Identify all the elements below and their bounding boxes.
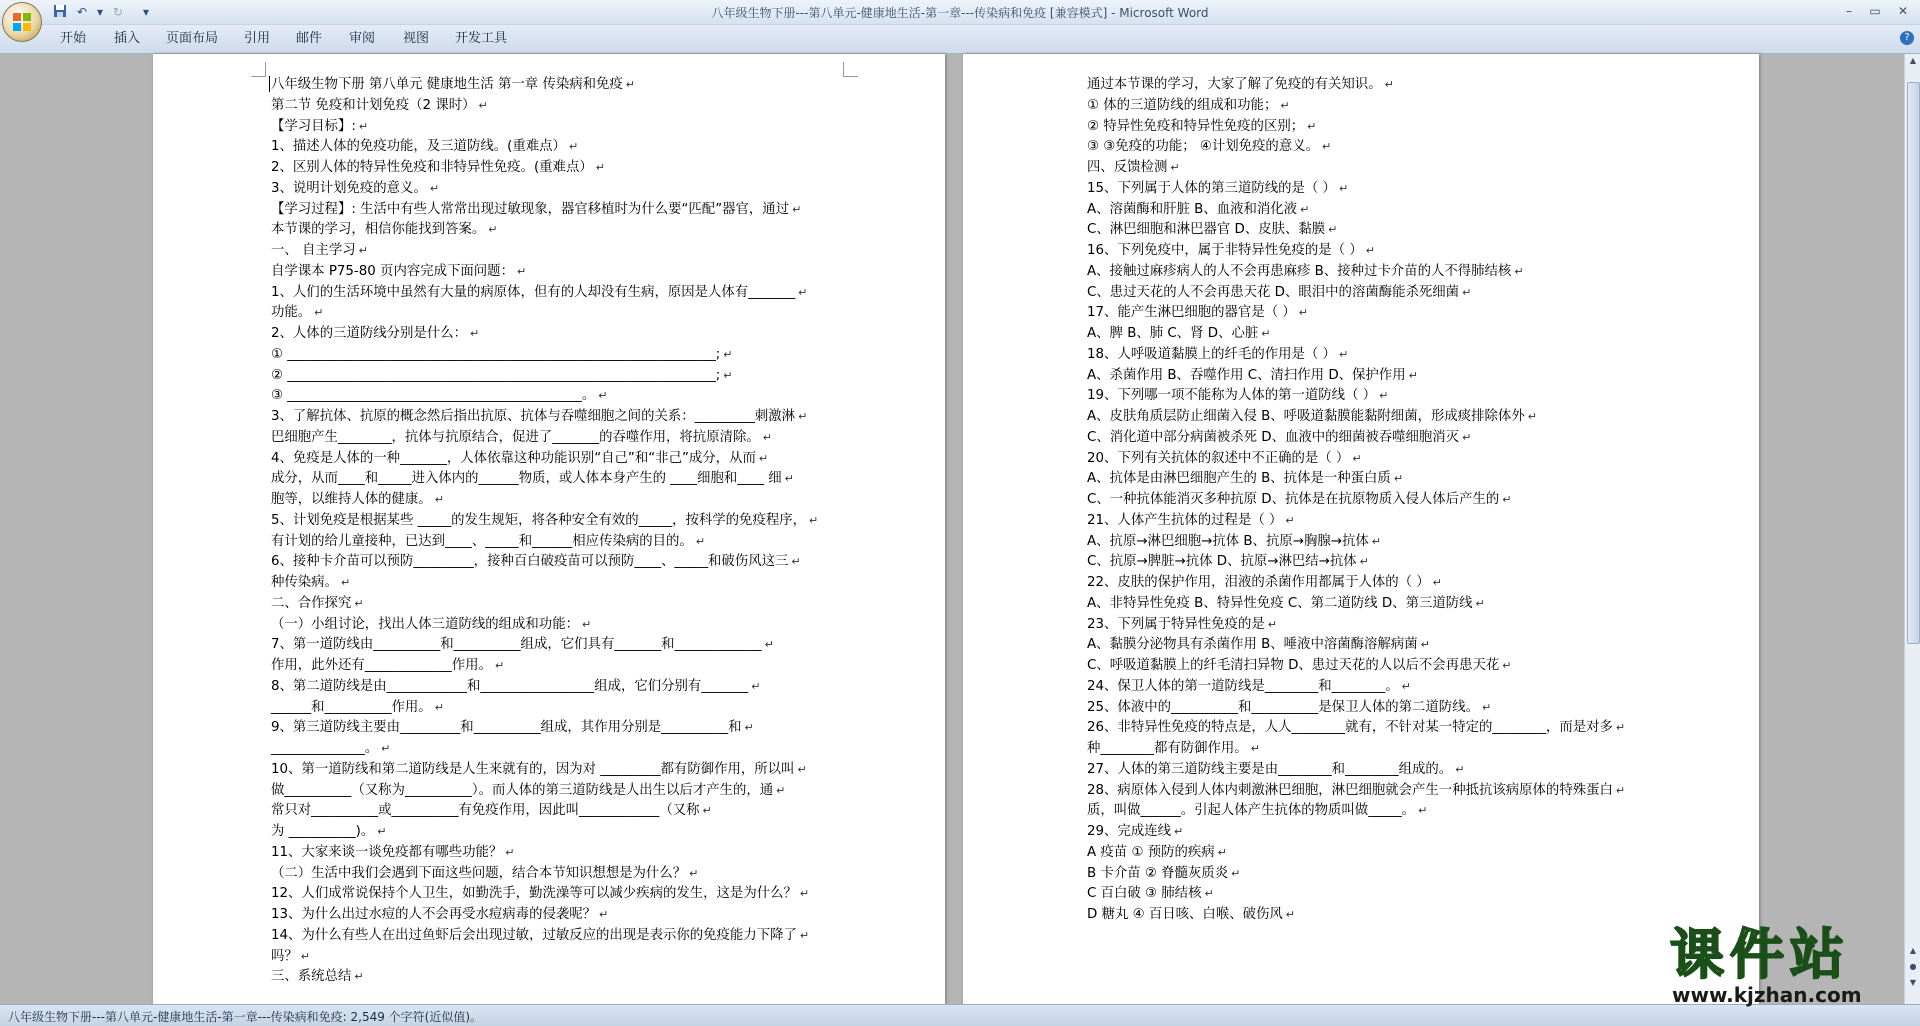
paragraph-text: B 卡介苗 ② 脊髓灰质炎	[1087, 865, 1229, 881]
document-paragraph	[1087, 97, 1290, 115]
document-paragraph	[1087, 719, 1625, 737]
paragraph-text: A 疫苗 ① 预防的疾病	[1087, 844, 1215, 860]
document-paragraph	[271, 159, 605, 177]
paragraph-mark-icon: ↵	[1204, 887, 1214, 901]
paragraph-mark-icon: ↵	[744, 721, 754, 735]
status-text: 八年级生物下册---第八单元-健康地生活-第一章---传染病和免疫: 2,549 个字符(近似值)。	[8, 1010, 483, 1024]
paragraph-mark-icon: ↵	[595, 161, 605, 174]
paragraph-text: 10、第一道防线和第二道防线是人生来就有的，因为对 _________都有防御作用，所以叫	[271, 761, 795, 777]
paragraph-mark-icon: ↵	[762, 430, 772, 444]
document-paragraph	[1087, 408, 1537, 426]
paragraph-text: 24、保卫人体的第一道防线是________和________。	[1087, 678, 1399, 694]
paragraph-mark-icon: ↵	[581, 617, 592, 631]
paragraph-mark-icon: ↵	[751, 679, 761, 693]
document-paragraph	[1087, 802, 1427, 820]
paragraph-text: D 糖丸 ④ 百日咳、白喉、破伤风	[1087, 907, 1283, 922]
paragraph-text: 26、非特异性免疫的特点是，人人________就有，不针对某一特定的________，而是对多	[1087, 720, 1613, 736]
maximize-button[interactable]: ▭	[1869, 4, 1881, 18]
paragraph-text: 成分，从而____和_____进入体内的______物质，或人体本身产生的 ____细胞和____ 细	[271, 471, 782, 487]
document-paragraph	[1087, 574, 1442, 592]
paragraph-text: 通过本节课的学习，大家了解了免疫的有关知识。	[1087, 77, 1382, 92]
save-icon[interactable]	[52, 4, 68, 20]
paragraph-text: A、非特异性免疫 B、特异性免疫 C、第二道防线 D、第三道防线	[1087, 595, 1473, 611]
tab-view[interactable]: 视图	[403, 31, 430, 46]
document-paragraph	[271, 823, 386, 841]
paragraph-mark-icon: ↵	[354, 970, 364, 984]
paragraph-text: 29、完成连线	[1087, 824, 1171, 839]
status-bar	[0, 1004, 1920, 1026]
paragraph-text: （一）小组讨论，找出人体三道防线的组成和功能：	[271, 616, 579, 632]
paragraph-mark-icon: ↵	[1384, 78, 1394, 91]
document-paragraph	[271, 512, 818, 530]
paragraph-text: 【学习目标】:	[271, 118, 356, 134]
paragraph-text: ② ________________________________________________________________;	[271, 367, 721, 383]
document-paragraph	[1087, 595, 1485, 613]
title-bar	[0, 0, 1920, 25]
paragraph-mark-icon: ↵	[358, 119, 369, 133]
paragraph-text: 22、皮肤的保护作用，泪液的杀菌作用都属于人体的（ ）	[1087, 575, 1430, 590]
paragraph-text: 5、计划免疫是根据某些 _____的发生规矩，将各种安全有效的_____，按科学的免疫程序，	[271, 512, 807, 528]
document-paragraph	[1087, 201, 1309, 219]
document-paragraph	[1087, 865, 1240, 883]
paragraph-mark-icon: ↵	[429, 181, 440, 195]
document-paragraph	[271, 719, 754, 737]
document-paragraph	[271, 968, 364, 986]
paragraph-text: ③ ③免疫的功能； ④计划免疫的意义。	[1087, 139, 1319, 155]
paragraph-mark-icon: ↵	[799, 928, 810, 942]
paragraph-text: 功能。	[271, 305, 312, 321]
ribbon-tab-bar	[0, 25, 1920, 54]
document-paragraph	[271, 657, 504, 675]
paragraph-text: 14、为什么有些人在出过鱼虾后会出现过敏，过敏反应的出现是表示你的免疫能力下降了	[271, 927, 797, 943]
document-paragraph	[1087, 761, 1464, 779]
paragraph-mark-icon: ↵	[1401, 679, 1411, 693]
paragraph-mark-icon: ↵	[314, 306, 324, 320]
paragraph-mark-icon: ↵	[702, 804, 712, 818]
paragraph-mark-icon: ↵	[1455, 762, 1465, 776]
paragraph-mark-icon: ↵	[1328, 223, 1338, 237]
document-paragraph	[271, 325, 479, 343]
paragraph-text: 有计划的给儿童接种，已达到____、_____和______相应传染病的目的。	[271, 533, 693, 549]
paragraph-mark-icon: ↵	[784, 472, 794, 486]
document-paragraph	[271, 304, 323, 322]
paragraph-text: 吗？	[271, 948, 298, 964]
paragraph-text: （二）生活中我们会遇到下面这些问题，结合本节知识想想是为什么？	[271, 865, 687, 881]
paragraph-mark-icon: ↵	[1338, 181, 1349, 195]
paragraph-mark-icon: ↵	[1365, 244, 1375, 257]
document-paragraph	[271, 263, 526, 281]
watermark-logo-text: 课件站	[1670, 923, 1850, 986]
paragraph-text: A、黏膜分泌物具有杀菌作用 B、唾液中溶菌酶溶解病菌	[1087, 637, 1418, 653]
paragraph-text: 第二节 免疫和计划免疫（2 课时）	[271, 97, 476, 113]
document-paragraph	[1087, 387, 1388, 405]
paragraph-mark-icon: ↵	[516, 264, 527, 278]
document-paragraph	[1087, 512, 1295, 530]
paragraph-text: 3、了解抗体、抗原的概念然后指出抗原、抗体与吞噬细胞之间的关系：_________刺激淋	[271, 409, 796, 424]
paragraph-text: 13、为什么出过水痘的人不会再受水痘病毒的侵袭呢？	[271, 907, 597, 922]
paragraph-text: 常只对__________或__________有免疫作用，因此叫____________（又称	[271, 803, 700, 819]
tab-review[interactable]: 审阅	[349, 31, 376, 46]
paragraph-mark-icon: ↵	[1420, 638, 1430, 652]
document-paragraph	[271, 948, 310, 966]
document-paragraph	[1087, 885, 1214, 903]
scroll-up-icon[interactable]: ▲	[1909, 56, 1917, 65]
document-paragraph	[271, 533, 705, 551]
paragraph-mark-icon: ↵	[568, 140, 579, 154]
paragraph-text: 2、区别人体的特异性免疫和非特异性免疫。(重难点）	[271, 160, 593, 175]
paragraph-text: ② 特异性免疫和特异性免疫的区别；	[1087, 118, 1305, 134]
window-title: 八年级生物下册---第八单元-健康地生活-第一章---传染病和免疫 [兼容模式] - Microsoft Word	[711, 6, 1209, 20]
paragraph-mark-icon: ↵	[695, 534, 706, 548]
document-paragraph	[271, 429, 772, 447]
text-cursor	[269, 76, 270, 92]
document-paragraph	[271, 782, 785, 800]
paragraph-mark-icon: ↵	[792, 202, 802, 216]
paragraph-text: 二、合作探究	[271, 595, 352, 611]
document-paragraph	[271, 221, 497, 239]
document-paragraph	[1087, 429, 1471, 447]
paragraph-mark-icon: ↵	[1432, 576, 1442, 589]
document-paragraph	[1087, 325, 1271, 343]
document-paragraph	[271, 927, 809, 945]
paragraph-mark-icon: ↵	[797, 762, 807, 776]
paragraph-mark-icon: ↵	[723, 368, 733, 382]
paragraph-mark-icon: ↵	[1514, 264, 1524, 278]
paragraph-mark-icon: ↵	[1231, 866, 1241, 880]
paragraph-text: 一、 自主学习	[271, 243, 356, 258]
redo-icon[interactable]: ↻	[112, 5, 124, 19]
paragraph-text: 19、下列哪一项不能称为人体的第一道防线（ ）	[1087, 388, 1377, 404]
document-paragraph	[271, 387, 607, 405]
paragraph-text: 1、人们的生活环境中虽然有大量的病原体，但有的人却没有生病，原因是人体有_______	[271, 284, 796, 300]
document-paragraph	[1087, 657, 1511, 675]
document-paragraph	[271, 491, 444, 509]
document-paragraph	[1087, 118, 1316, 136]
tab-insert[interactable]: 插入	[114, 31, 141, 46]
paragraph-mark-icon: ↵	[1352, 451, 1362, 465]
document-paragraph	[1087, 138, 1331, 156]
paragraph-mark-icon: ↵	[505, 845, 515, 859]
document-paragraph	[271, 138, 578, 156]
paragraph-mark-icon: ↵	[470, 327, 480, 340]
paragraph-mark-icon: ↵	[1322, 140, 1332, 154]
paragraph-text: ______和__________作用。	[271, 699, 432, 715]
paragraph-mark-icon: ↵	[798, 410, 808, 423]
paragraph-mark-icon: ↵	[1250, 742, 1260, 755]
paragraph-mark-icon: ↵	[1408, 368, 1418, 382]
document-paragraph	[271, 180, 439, 198]
paragraph-mark-icon: ↵	[1170, 161, 1180, 174]
document-paragraph	[271, 242, 368, 260]
paragraph-mark-icon: ↵	[1502, 493, 1512, 506]
paragraph-text: 为 __________)。	[271, 824, 375, 839]
paragraph-mark-icon: ↵	[1481, 700, 1492, 714]
document-paragraph	[271, 740, 390, 758]
document-paragraph	[271, 906, 608, 924]
document-page-2[interactable]	[963, 54, 1759, 1004]
paragraph-mark-icon: ↵	[1475, 596, 1485, 610]
paragraph-mark-icon: ↵	[358, 244, 368, 257]
watermark-url: www.kjzhan.com	[1672, 983, 1862, 1007]
minimize-button[interactable]: –	[1846, 4, 1852, 18]
paragraph-text: C、呼吸道黏膜上的纤毛清扫异物 D、患过天花的人以后不会再患天花	[1087, 658, 1500, 673]
paragraph-mark-icon: ↵	[1371, 534, 1381, 548]
paragraph-mark-icon: ↵	[764, 638, 774, 652]
vertical-scrollbar[interactable]	[1904, 54, 1920, 1004]
document-paragraph	[1087, 699, 1491, 717]
paragraph-mark-icon: ↵	[1285, 513, 1295, 527]
paragraph-mark-icon: ↵	[1280, 98, 1290, 112]
paragraph-text: 21、人体产生抗体的过程是（ ）	[1087, 512, 1283, 528]
tab-references[interactable]: 引用	[244, 31, 271, 46]
paragraph-mark-icon: ↵	[434, 700, 444, 714]
document-paragraph	[1087, 678, 1411, 696]
paragraph-text: 本节课的学习，相信你能找到答案。	[271, 222, 486, 238]
document-paragraph	[271, 118, 368, 136]
paragraph-text: C、一种抗体能消灭多种抗原 D、抗体是在抗原物质入侵人体后产生的	[1087, 492, 1500, 507]
document-paragraph	[271, 470, 794, 488]
paragraph-mark-icon: ↵	[1615, 783, 1626, 797]
paragraph-text: 9、第三道防线主要由_________和__________组成，其作用分别是__________和	[271, 720, 742, 736]
document-paragraph	[1087, 844, 1227, 862]
document-paragraph	[271, 761, 807, 779]
document-paragraph	[271, 367, 733, 385]
paragraph-mark-icon: ↵	[1261, 327, 1271, 340]
paragraph-mark-icon: ↵	[354, 596, 364, 610]
paragraph-text: 自学课本 P75-80 页内容完成下面问题：	[271, 263, 514, 279]
help-icon[interactable]: ?	[1900, 31, 1914, 45]
document-paragraph	[1087, 242, 1375, 260]
paragraph-text: 3、说明计划免疫的意义。	[271, 180, 427, 196]
tab-developer[interactable]: 开发工具	[455, 31, 508, 46]
document-paragraph	[1087, 346, 1348, 364]
paragraph-text: C 百白破 ③ 肺结核	[1087, 886, 1202, 902]
document-paragraph	[271, 97, 488, 115]
margin-corner-mark	[251, 62, 266, 77]
tab-home[interactable]: 开始	[60, 31, 87, 46]
paragraph-text: 质，叫做______。引起人体产生抗体的物质叫做_____。	[1087, 803, 1416, 819]
document-paragraph	[271, 76, 635, 94]
paragraph-text: 8、第二道防线是由____________和_________________组成，它们分别有_______	[271, 678, 749, 694]
document-paragraph	[1087, 616, 1277, 634]
paragraph-text: 做__________（又称为__________）。而人体的第三道防线是人出生以后才产生的，通	[271, 782, 774, 798]
scroll-thumb[interactable]	[1907, 82, 1920, 644]
paragraph-text: A、溶菌酶和肝脏 B、血液和消化液	[1087, 201, 1298, 217]
document-paragraph	[1087, 367, 1418, 385]
paragraph-text: 巴细胞产生________，抗体与抗原结合，促进了_______的吞噬作用，将抗原清除。	[271, 429, 760, 445]
paragraph-text: 胞等，以维持人体的健康。	[271, 492, 432, 507]
paragraph-text: C、抗原→脾脏→抗体 D、抗原→淋巴结→抗体	[1087, 554, 1357, 570]
paragraph-mark-icon: ↵	[1338, 347, 1349, 361]
paragraph-mark-icon: ↵	[1307, 119, 1317, 133]
paragraph-mark-icon: ↵	[1502, 659, 1512, 672]
document-paragraph	[271, 553, 801, 571]
paragraph-text: 20、下列有关抗体的叙述中不正确的是（ ）	[1087, 450, 1350, 466]
paragraph-text: A、抗原→淋巴细胞→抗体 B、抗原→胸腺→抗体	[1087, 533, 1369, 549]
browse-object-icon[interactable]: ●	[1909, 962, 1917, 971]
paragraph-mark-icon: ↵	[478, 98, 488, 112]
paragraph-mark-icon: ↵	[689, 866, 699, 880]
document-paragraph	[1087, 221, 1337, 239]
paragraph-text: 27、人体的第三道防线主要是由________和________组成的。	[1087, 761, 1453, 777]
document-paragraph	[271, 616, 591, 634]
office-button[interactable]	[2, 2, 42, 42]
paragraph-mark-icon: ↵	[494, 659, 505, 672]
document-paragraph	[1087, 491, 1511, 509]
paragraph-mark-icon: ↵	[598, 389, 608, 403]
document-paragraph	[1087, 76, 1394, 94]
paragraph-mark-icon: ↵	[1615, 721, 1626, 735]
document-paragraph	[271, 699, 444, 717]
document-paragraph	[271, 802, 712, 820]
paragraph-mark-icon: ↵	[798, 285, 808, 299]
paragraph-text: A、脾 B、肺 C、肾 D、心脏	[1087, 326, 1259, 341]
document-paragraph	[1087, 636, 1430, 654]
document-paragraph	[271, 885, 809, 903]
watermark	[1670, 925, 1902, 1005]
paragraph-text: 11、大家来谈一谈免疫都有哪些功能？	[271, 844, 503, 860]
document-paragraph	[271, 408, 807, 426]
paragraph-text: 25、体液中的__________和__________是保卫人体的第二道防线。	[1087, 699, 1479, 715]
paragraph-mark-icon: ↵	[1462, 430, 1472, 444]
paragraph-mark-icon: ↵	[434, 493, 444, 506]
tab-page-layout[interactable]: 页面布局	[166, 31, 219, 46]
paragraph-text: 23、下列属于特异性免疫的是	[1087, 616, 1265, 632]
paragraph-mark-icon: ↵	[1285, 908, 1295, 921]
paragraph-mark-icon: ↵	[791, 555, 801, 569]
paragraph-text: 四、反馈检测	[1087, 160, 1168, 175]
paragraph-mark-icon: ↵	[799, 887, 810, 901]
paragraph-text: A、接触过麻疹病人的人不会再患麻疹 B、接种过卡介苗的人不得肺结核	[1087, 263, 1512, 279]
paragraph-mark-icon: ↵	[625, 78, 636, 91]
undo-icon[interactable]: ↶	[76, 5, 88, 19]
paragraph-mark-icon: ↵	[377, 825, 387, 838]
document-paragraph	[1087, 823, 1183, 841]
paragraph-mark-icon: ↵	[1298, 306, 1308, 320]
document-paragraph	[271, 574, 350, 592]
paragraph-text: ① 体的三道防线的组成和功能；	[1087, 97, 1278, 113]
paragraph-text: 7、第一道防线由__________和__________组成，它们具有_______和_____________	[271, 637, 762, 653]
paragraph-mark-icon: ↵	[1267, 617, 1277, 631]
document-paragraph	[1087, 533, 1381, 551]
document-paragraph	[271, 284, 807, 302]
paragraph-mark-icon: ↵	[1527, 410, 1537, 423]
tab-mailings[interactable]: 邮件	[296, 31, 323, 46]
paragraph-mark-icon: ↵	[1379, 389, 1389, 403]
document-paragraph	[1087, 782, 1625, 800]
paragraph-text: 种________都有防御作用。	[1087, 741, 1248, 756]
paragraph-text: 12、人们成常说保持个人卫生，如勤洗手，勤洗澡等可以减少疾病的发生，这是为什么？	[271, 886, 797, 902]
paragraph-text: 18、人呼吸道黏膜上的纤毛的作用是（ ）	[1087, 346, 1336, 362]
customize-toolbar-icon[interactable]: ▾	[142, 5, 150, 19]
paragraph-text: 作用，此外还有_____________作用。	[271, 658, 492, 673]
paragraph-text: C、消化道中部分病菌被杀死 D、血液中的细菌被吞噬细胞消灭	[1087, 429, 1460, 445]
paragraph-mark-icon: ↵	[758, 451, 769, 465]
document-paragraph	[1087, 553, 1369, 571]
document-paragraph	[1087, 263, 1524, 281]
paragraph-text: A、皮肤角质层防止细菌入侵 B、呼吸道黏膜能黏附细菌，形成痰排除体外	[1087, 409, 1525, 424]
document-paragraph	[1087, 450, 1362, 468]
paragraph-mark-icon: ↵	[723, 347, 733, 361]
paragraph-mark-icon: ↵	[1418, 804, 1428, 818]
document-paragraph	[271, 636, 774, 654]
paragraph-mark-icon: ↵	[776, 783, 786, 797]
office-logo-icon	[12, 12, 32, 32]
document-paragraph	[271, 595, 364, 613]
document-paragraph	[1087, 740, 1260, 758]
document-paragraph	[1087, 180, 1348, 198]
paragraph-text: 16、下列免疫中，属于非特异性免疫的是（ ）	[1087, 243, 1363, 258]
paragraph-text: 三、系统总结	[271, 969, 352, 985]
paragraph-mark-icon: ↵	[599, 908, 609, 921]
paragraph-text: A、抗体是由淋巴细胞产生的 B、抗体是一种蛋白质	[1087, 471, 1391, 487]
paragraph-mark-icon: ↵	[300, 949, 310, 963]
paragraph-mark-icon: ↵	[488, 223, 498, 237]
margin-corner-mark	[843, 62, 858, 77]
paragraph-text: 4、免疫是人体的一种_______，人体依靠这种功能识别“自己”和“非己”成分，从而	[271, 450, 756, 466]
next-page-icon[interactable]: ▼	[1909, 978, 1917, 987]
paragraph-text: C、淋巴细胞和淋巴器官 D、皮肤、黏膜	[1087, 222, 1326, 238]
paragraph-text: ______________。	[271, 741, 379, 756]
paragraph-text: 28、病原体入侵到人体内刺激淋巴细胞，淋巴细胞就会产生一种抵抗该病原体的特殊蛋白	[1087, 782, 1613, 798]
paragraph-mark-icon: ↵	[809, 513, 819, 527]
document-page-1[interactable]	[153, 54, 945, 1004]
paragraph-text: 【学习过程】: 生活中有些人常常出现过敏现象，器官移植时为什么要“匹配”器官，通过	[271, 201, 790, 217]
paragraph-mark-icon: ↵	[381, 742, 391, 755]
document-paragraph	[271, 865, 698, 883]
document-paragraph	[271, 201, 801, 219]
paragraph-mark-icon: ↵	[1393, 472, 1404, 486]
previous-page-icon[interactable]: ▲	[1909, 946, 1917, 955]
paragraph-text: ① ________________________________________________________________;	[271, 346, 721, 362]
paragraph-text: 17、能产生淋巴细胞的器官是（ ）	[1087, 305, 1296, 321]
paragraph-text: 2、人体的三道防线分别是什么：	[271, 326, 467, 341]
paragraph-mark-icon: ↵	[1359, 555, 1369, 569]
paragraph-mark-icon: ↵	[1462, 285, 1472, 299]
paragraph-text: 种传染病。	[271, 575, 338, 590]
document-paragraph	[271, 678, 760, 696]
paragraph-text: 八年级生物下册 第八单元 健康地生活 第一章 传染病和免疫	[271, 77, 623, 92]
document-paragraph	[1087, 159, 1180, 177]
paragraph-text: C、患过天花的人不会再患天花 D、眼泪中的溶菌酶能杀死细菌	[1087, 284, 1460, 300]
paragraph-text: 1、描述人体的免疫功能，及三道防线。(重难点）	[271, 139, 566, 155]
document-paragraph	[1087, 284, 1471, 302]
document-paragraph	[271, 450, 768, 468]
document-paragraph	[271, 844, 515, 862]
paragraph-mark-icon: ↵	[1174, 825, 1184, 838]
document-paragraph	[1087, 470, 1403, 488]
paragraph-mark-icon: ↵	[1217, 845, 1227, 859]
document-paragraph	[1087, 906, 1295, 924]
paragraph-text: 6、接种卡介苗可以预防_________，接种百白破疫苗可以预防____、_____和破伤风这三	[271, 554, 789, 570]
paragraph-text: 15、下列属于人体的第三道防线的是（ ）	[1087, 180, 1336, 196]
paragraph-mark-icon: ↵	[1300, 202, 1310, 216]
close-button[interactable]: ✕	[1897, 4, 1909, 18]
paragraph-text: ③ ____________________________________________。	[271, 388, 596, 404]
undo-dropdown-icon[interactable]: ▾	[96, 5, 104, 19]
document-paragraph	[271, 346, 733, 364]
paragraph-text: A、杀菌作用 B、吞噬作用 C、清扫作用 D、保护作用	[1087, 367, 1406, 383]
document-paragraph	[1087, 304, 1308, 322]
paragraph-mark-icon: ↵	[340, 576, 351, 589]
